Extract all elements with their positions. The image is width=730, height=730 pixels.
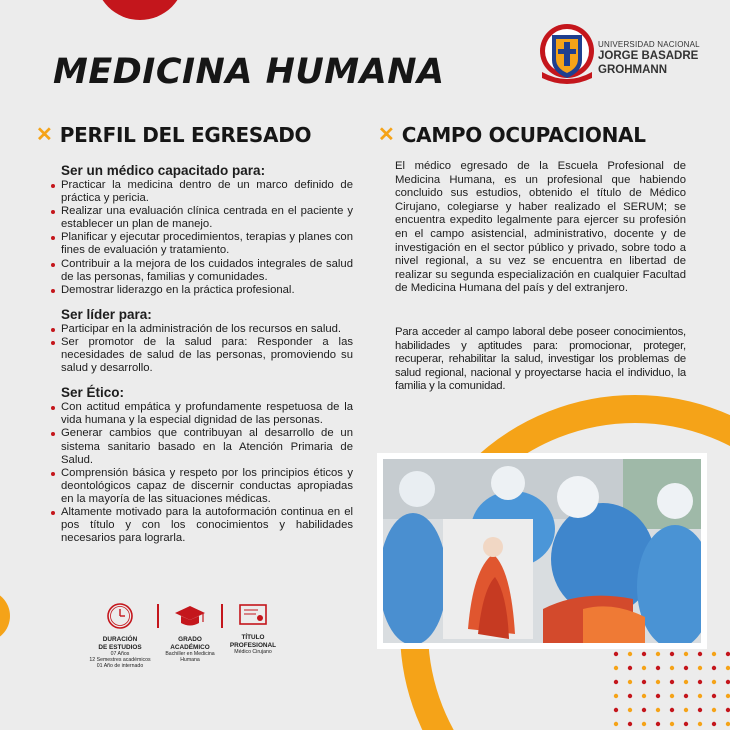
decorative-dot	[712, 680, 716, 684]
grado-label-2: ACADÉMICO	[170, 643, 210, 651]
decorative-dot	[726, 722, 730, 726]
list-item: Contribuir a la mejora de los cuidados integrales de salud de las personas, familias y comunidades.	[48, 258, 353, 284]
titulo-value-1: Médico Cirujano	[234, 649, 272, 655]
decorative-dot	[726, 680, 730, 684]
decorative-dot	[726, 666, 730, 670]
list-item: Participar en la administración de los recursos en salud.	[48, 323, 353, 336]
cross-bullet-icon: ✕	[378, 124, 395, 146]
titulo-label-2: PROFESIONAL	[229, 641, 277, 649]
page-title: MEDICINA HUMANA	[53, 52, 445, 92]
decorative-dot	[642, 694, 646, 698]
grado-label-1: GRADO	[178, 636, 202, 643]
decorative-orange-circle	[0, 590, 10, 642]
perfil-content	[48, 163, 353, 555]
decorative-dot	[656, 680, 660, 684]
decorative-dot	[712, 666, 716, 670]
duracion-value-3: 01 Año de internado	[96, 663, 144, 670]
perfil-heading-text: PERFIL DEL EGRESADO	[59, 122, 312, 147]
decorative-dot	[628, 694, 632, 698]
decorative-dot	[698, 680, 702, 684]
perfil-group-etico	[48, 385, 353, 545]
perfil-group-lider	[48, 307, 353, 375]
decorative-dot	[712, 652, 716, 656]
decorative-dot	[670, 708, 674, 712]
perfil-group-title: Ser Ético:	[61, 385, 125, 401]
perfil-group-title: Ser un médico capacitado para:	[61, 163, 266, 178]
campo-heading-text: CAMPO OCUPACIONAL	[401, 122, 646, 147]
decorative-dot	[614, 722, 618, 726]
perfil-group-capacitado	[48, 163, 353, 297]
decorative-dot	[726, 652, 730, 656]
decorative-dot	[628, 680, 632, 684]
decorative-dot	[684, 666, 688, 670]
separator	[221, 604, 223, 628]
list-item: Comprensión básica y respeto por los principios éticos y deontológicos capaz de discernir conductas apropiadas en la mayoría de las situaciones médicas.	[48, 467, 353, 506]
perfil-heading	[36, 122, 311, 147]
cross-bullet-icon: ✕	[36, 124, 53, 146]
decorative-dot	[684, 652, 688, 656]
decorative-dot	[656, 722, 660, 726]
decorative-dot	[712, 708, 716, 712]
decorative-dot	[670, 722, 674, 726]
decorative-dot	[698, 708, 702, 712]
decorative-dot	[642, 708, 646, 712]
decorative-dot	[614, 680, 618, 684]
decorative-dot	[726, 694, 730, 698]
decorative-dot	[698, 666, 702, 670]
separator	[157, 604, 159, 628]
decorative-red-circle	[95, 0, 185, 20]
decorative-dot	[642, 652, 646, 656]
decorative-dot	[656, 652, 660, 656]
students-lab-photo	[377, 453, 707, 649]
decorative-dot	[628, 722, 632, 726]
decorative-dot	[698, 652, 702, 656]
decorative-dot	[614, 694, 618, 698]
clock-icon	[106, 602, 134, 630]
decorative-dot	[642, 680, 646, 684]
decorative-dot	[684, 680, 688, 684]
decorative-dot	[614, 708, 618, 712]
decorative-dot	[698, 694, 702, 698]
decorative-dot	[726, 708, 730, 712]
decorative-dot	[670, 652, 674, 656]
decorative-dot	[628, 708, 632, 712]
grado-value-1: Bachiller en Medicina	[165, 651, 215, 657]
university-name-line3: GROHMANN	[598, 63, 667, 76]
anatomy-lab-image	[383, 459, 701, 643]
decorative-dot	[614, 652, 618, 656]
decorative-dot	[656, 708, 660, 712]
duracion-label-1: DURACIÓN	[102, 636, 138, 643]
decorative-dot	[642, 666, 646, 670]
university-logo	[538, 20, 728, 92]
decorative-dot	[642, 722, 646, 726]
list-item: Con actitud empática y profundamente respetuosa de la vida humana y la especial dignidad de las personas.	[48, 401, 353, 427]
duracion-value-1: 07 Años	[110, 651, 130, 657]
decorative-dot	[670, 666, 674, 670]
decorative-dot	[712, 722, 716, 726]
perfil-group-title: Ser líder para:	[61, 306, 152, 322]
duracion-value-2: 12 Semestres académicos	[89, 657, 151, 664]
duracion-label-2: DE ESTUDIOS	[98, 643, 142, 651]
decorative-dot	[670, 680, 674, 684]
list-item: Realizar una evaluación clínica centrada en el paciente y establecer un plan de manejo.	[48, 205, 353, 231]
list-item: Demostrar liderazgo en la práctica profesional.	[48, 284, 353, 297]
duracion-block	[88, 602, 152, 670]
list-item: Planificar y ejecutar procedimientos, terapias y planes con fines de evaluación y tratamiento.	[48, 231, 353, 257]
diploma-icon	[238, 602, 268, 628]
decorative-dot	[698, 722, 702, 726]
campo-paragraph-2: Para acceder al campo laboral debe poseer conocimientos, habilidades y aptitudes para: promocionar, proteger, recuperar, rehabilitar la salud, investigar los problemas de salud regional, nacional y proyectarse hacia el individuo, la familia y la comunidad.	[395, 326, 686, 393]
titulo-block	[228, 602, 278, 655]
university-name-line2: JORGE BASADRE	[598, 50, 699, 62]
decorative-dot	[628, 652, 632, 656]
decorative-dot	[656, 666, 660, 670]
decorative-dot	[670, 694, 674, 698]
titulo-label-1: TÍTULO	[241, 634, 265, 641]
decorative-dot	[684, 722, 688, 726]
university-seal-icon	[538, 20, 596, 88]
grado-value-2: Humana	[180, 657, 200, 664]
list-item: Altamente motivado para la autoformación continua en el pos título y con los conocimientos y habilidades necesarios para lograrla.	[48, 506, 353, 545]
list-item: Generar cambios que contribuyan al desarrollo de un sistema sanitario basado en la Atención Primaria de Salud.	[48, 427, 353, 466]
decorative-dot	[712, 694, 716, 698]
decorative-dot	[614, 666, 618, 670]
decorative-dot	[684, 708, 688, 712]
program-info	[88, 602, 288, 682]
grado-block	[164, 602, 216, 663]
list-item: Practicar la medicina dentro de un marco definido de práctica y pericia.	[48, 179, 353, 205]
campo-heading	[378, 122, 646, 147]
campo-paragraph-1: El médico egresado de la Escuela Profesional de Medicina Humana, es un profesional que habiendo concluido sus estudios, obtenido el título de Médico Cirujano, colegiarse y haber realizado el SERUM; se encuentra expedito legalmente para ejercer su profesión en el campo asistencial, administrativo, docente y de investigación en el sector público y privado, sobre todo a nivel regional, a su vez se encuentra en libertad de realizar su segunda especialización en cualquier Facultad de Medicina Humana del país y del extranjero.	[395, 160, 686, 295]
decorative-dot-grid	[612, 650, 730, 730]
list-item: Ser promotor de la salud para: Responder a las necesidades de salud de las personas, promoviendo su salud y desarrollo.	[48, 336, 353, 375]
decorative-dot	[628, 666, 632, 670]
graduation-cap-icon	[173, 602, 207, 630]
university-name-line1: UNIVERSIDAD NACIONAL	[598, 40, 700, 49]
decorative-dot	[656, 694, 660, 698]
decorative-dot	[684, 694, 688, 698]
